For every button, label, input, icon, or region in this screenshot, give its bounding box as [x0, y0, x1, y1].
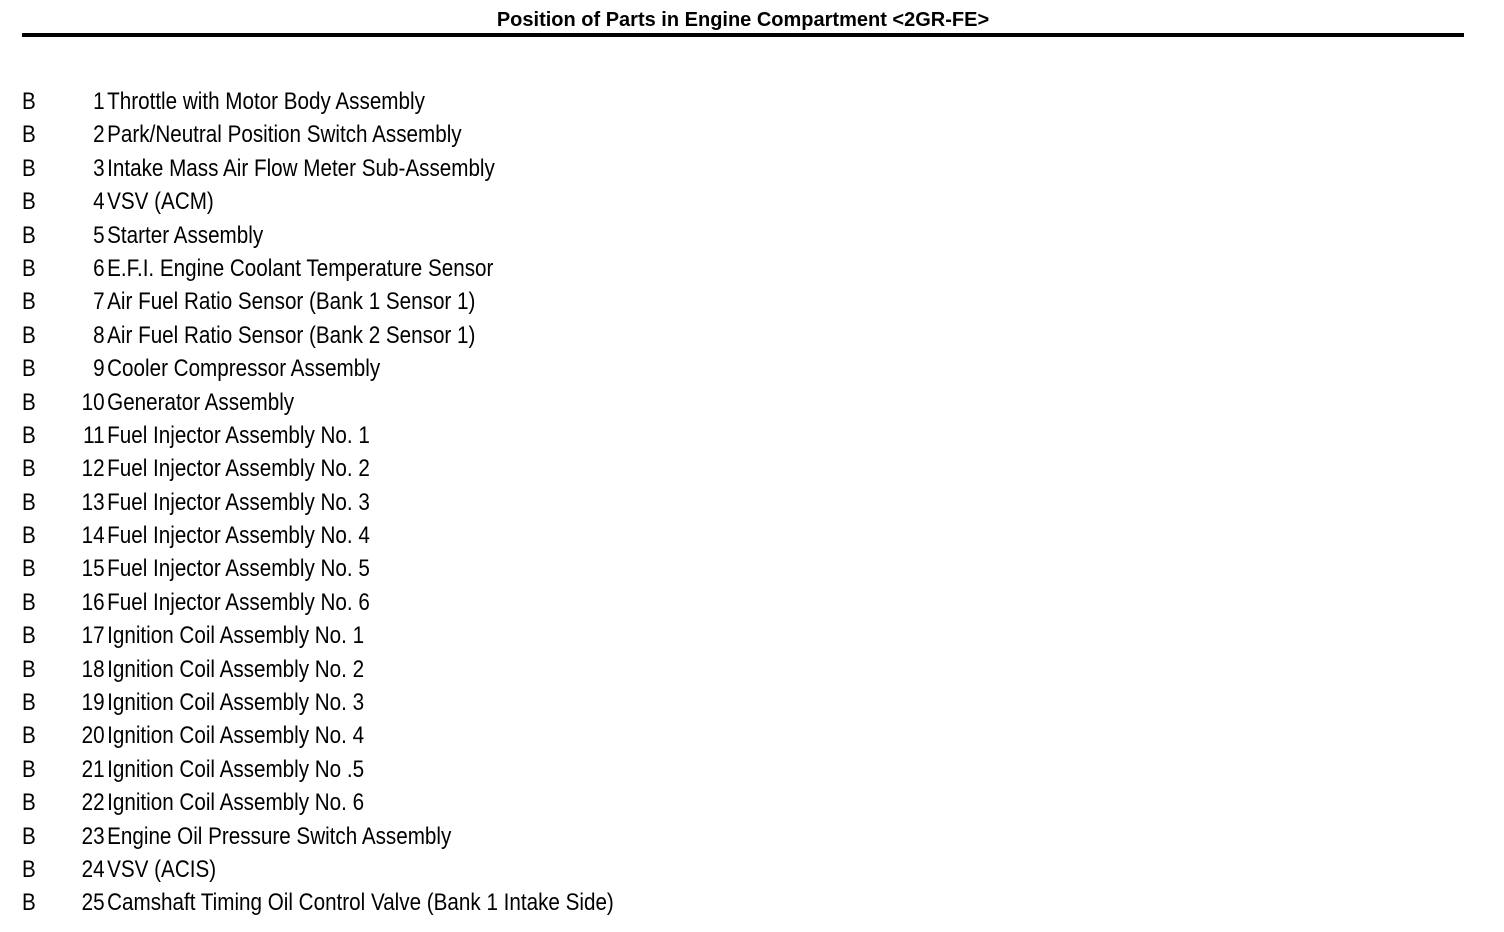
part-code: B [22, 221, 36, 249]
part-number: 18 [81, 655, 105, 683]
title-divider [22, 33, 1464, 37]
part-number: 21 [81, 755, 105, 783]
part-name: Park/Neutral Position Switch Assembly [107, 121, 462, 149]
list-item [22, 386, 796, 419]
part-name: Ignition Coil Assembly No .5 [107, 755, 365, 783]
part-number: 13 [81, 488, 105, 516]
part-name: E.F.I. Engine Coolant Temperature Sensor [107, 254, 494, 282]
part-number: 8 [93, 321, 105, 349]
part-name: Engine Oil Pressure Switch Assembly [107, 822, 452, 850]
part-code: B [22, 421, 36, 449]
part-number: 12 [81, 455, 105, 483]
list-item [22, 853, 796, 886]
part-number: 25 [81, 889, 105, 917]
list-item [22, 486, 796, 519]
part-name: VSV (ACM) [107, 188, 214, 216]
part-code: B [22, 889, 36, 917]
page-header [22, 0, 1464, 38]
part-code: B [22, 655, 36, 683]
part-name: Fuel Injector Assembly No. 2 [107, 455, 370, 483]
part-number: 22 [81, 789, 105, 817]
part-code: B [22, 555, 36, 583]
part-name: Air Fuel Ratio Sensor (Bank 2 Sensor 1) [107, 321, 476, 349]
list-item [22, 319, 796, 352]
part-code: B [22, 154, 36, 182]
part-name: Fuel Injector Assembly No. 1 [107, 421, 370, 449]
part-code: B [22, 855, 36, 883]
part-code: B [22, 355, 36, 383]
list-item [22, 419, 796, 452]
list-item [22, 352, 796, 385]
part-number: 11 [83, 421, 105, 449]
page-title: Position of Parts in Engine Compartment <2GR-FE> [496, 9, 990, 31]
part-code: B [22, 822, 36, 850]
part-name: VSV (ACIS) [107, 855, 217, 883]
part-name: Ignition Coil Assembly No. 2 [107, 655, 365, 683]
part-code: B [22, 588, 36, 616]
part-name: Ignition Coil Assembly No. 3 [107, 689, 365, 717]
part-number: 5 [93, 221, 105, 249]
part-name: Cooler Compressor Assembly [107, 355, 381, 383]
part-number: 14 [81, 522, 105, 550]
part-name: Ignition Coil Assembly No. 4 [107, 722, 365, 750]
list-item [22, 252, 796, 285]
part-number: 9 [93, 355, 105, 383]
part-code: B [22, 121, 36, 149]
part-number: 15 [81, 555, 105, 583]
list-item [22, 786, 796, 819]
list-item [22, 152, 796, 185]
part-code: B [22, 188, 36, 216]
part-code: B [22, 722, 36, 750]
part-code: B [22, 455, 36, 483]
list-item [22, 753, 796, 786]
part-number: 20 [81, 722, 105, 750]
part-name: Ignition Coil Assembly No. 6 [107, 789, 365, 817]
part-name: Ignition Coil Assembly No. 1 [107, 622, 365, 650]
list-item [22, 653, 796, 686]
part-number: 3 [93, 154, 105, 182]
part-number: 19 [81, 689, 105, 717]
part-number: 10 [81, 388, 105, 416]
part-name: Fuel Injector Assembly No. 3 [107, 488, 370, 516]
part-code: B [22, 622, 36, 650]
list-item [22, 619, 796, 652]
part-name: Generator Assembly [107, 388, 295, 416]
part-name: Starter Assembly [107, 221, 264, 249]
list-item [22, 820, 796, 853]
part-code: B [22, 88, 36, 115]
part-name: Fuel Injector Assembly No. 5 [107, 555, 370, 583]
part-code: B [22, 321, 36, 349]
part-code: B [22, 254, 36, 282]
part-number: 16 [81, 588, 105, 616]
part-code: B [22, 388, 36, 416]
part-name: Intake Mass Air Flow Meter Sub-Assembly [107, 154, 495, 182]
part-name: Throttle with Motor Body Assembly [107, 88, 425, 115]
part-number: 6 [93, 254, 105, 282]
part-name: Fuel Injector Assembly No. 4 [107, 522, 370, 550]
list-item [22, 686, 796, 719]
part-number: 24 [81, 855, 105, 883]
list-item [22, 886, 796, 919]
list-item [22, 219, 796, 252]
list-item [22, 185, 796, 218]
part-code: B [22, 789, 36, 817]
part-code: B [22, 755, 36, 783]
list-item [22, 85, 796, 118]
list-item [22, 586, 796, 619]
part-code: B [22, 288, 36, 316]
part-code: B [22, 522, 36, 550]
part-number: 17 [81, 622, 105, 650]
part-name: Fuel Injector Assembly No. 6 [107, 588, 370, 616]
part-code: B [22, 488, 36, 516]
parts-list [22, 85, 922, 920]
list-item [22, 285, 796, 318]
part-name: Air Fuel Ratio Sensor (Bank 1 Sensor 1) [107, 288, 476, 316]
part-name: Camshaft Timing Oil Control Valve (Bank 1 Intake Side) [107, 889, 614, 917]
list-item [22, 118, 796, 151]
list-item [22, 552, 796, 585]
part-number: 7 [93, 288, 105, 316]
part-number: 4 [93, 188, 105, 216]
list-item [22, 452, 796, 485]
part-number: 23 [81, 822, 105, 850]
list-item [22, 719, 796, 752]
list-item [22, 519, 796, 552]
part-number: 2 [93, 121, 105, 149]
part-code: B [22, 689, 36, 717]
part-number: 1 [93, 88, 105, 115]
